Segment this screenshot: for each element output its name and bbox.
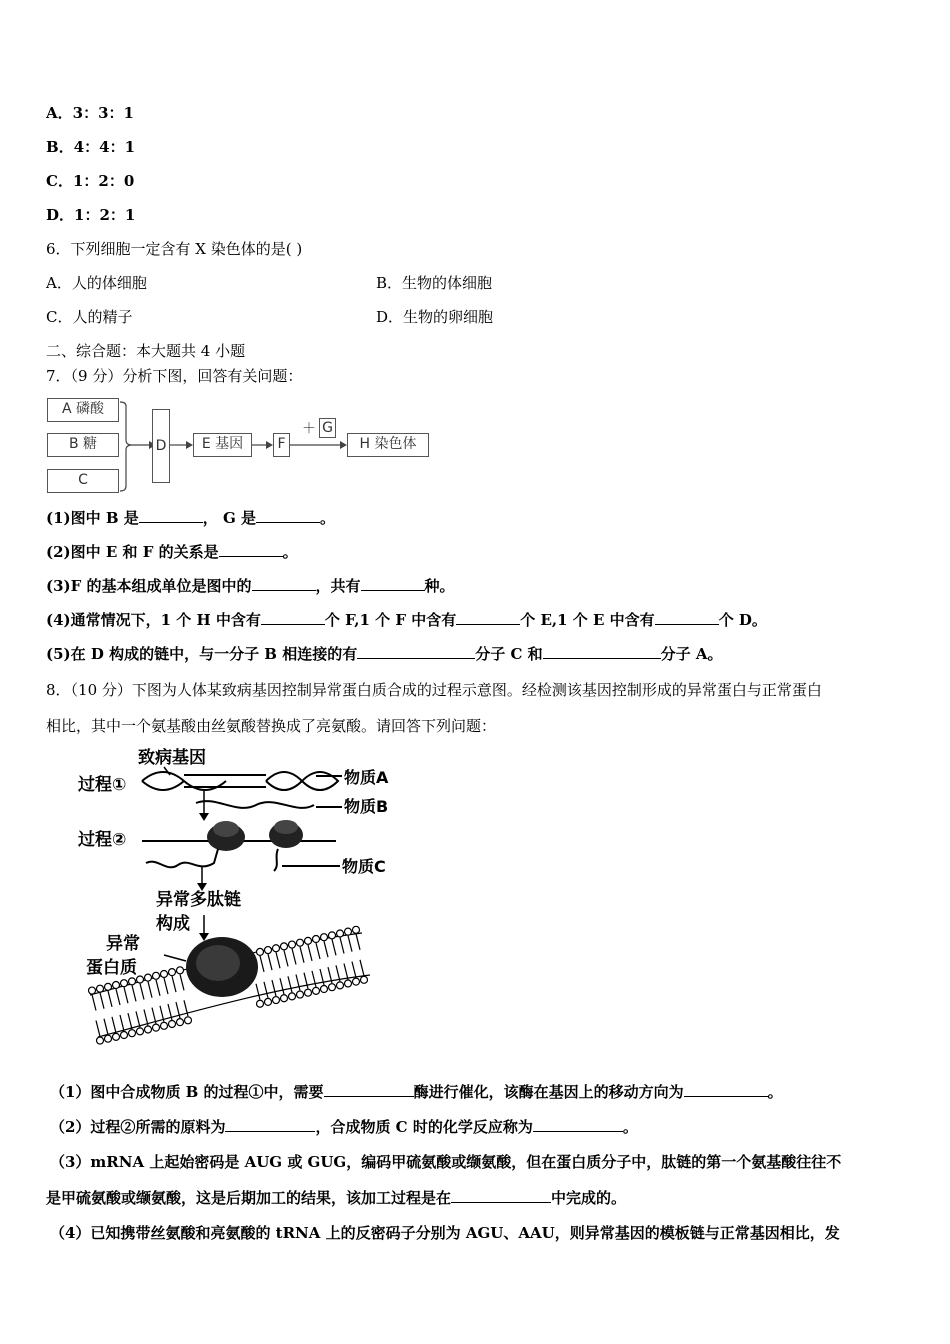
q7-diagram [46, 396, 436, 498]
lipid-tail [264, 982, 268, 998]
lipid-tail [156, 980, 160, 996]
lipid-head-icon [321, 986, 328, 993]
substance-b-label: 物质B [344, 797, 389, 816]
q7-sub5: (5)在 D 构成的链中，与一分子 B 相连接的有 分子 C 和 分子 A。 [46, 645, 723, 663]
lipid-head-icon [265, 998, 272, 1005]
substance-c-label: 物质C [342, 857, 386, 876]
q6-option-b: B．生物的体细胞 [376, 274, 493, 292]
lipid-tail [336, 965, 340, 981]
lipid-head-icon [145, 1026, 152, 1033]
q8-sub2: （2）过程②所需的原料为 ，合成物质 C 时的化学反应称为 。 [50, 1118, 638, 1136]
lipid-head-icon [137, 1028, 144, 1035]
q8-sub3-line1: （3）mRNA 上起始密码是 AUG 或 GUG，编码甲硫氨酸或缬氨酸，但在蛋白质分子中，肽链的第一个氨基酸往往不 [50, 1153, 842, 1171]
lipid-head-icon [345, 928, 352, 935]
lipid-head-icon [121, 1032, 128, 1039]
lipid-tail [172, 976, 176, 992]
lipid-tail [300, 947, 304, 963]
node-b-sugar: B 糖 [47, 433, 119, 457]
lipid-tail [316, 943, 320, 959]
lipid-head-icon [297, 991, 304, 998]
lipid-tail [352, 962, 356, 978]
gene-label: 致病基因 [138, 748, 206, 768]
lipid-tail [360, 960, 364, 976]
q8-sub3-line2: 是甲硫氨酸或缬氨酸，这是后期加工的结果，该加工过程是在 中完成的。 [46, 1189, 627, 1207]
option-d: D．1：2：1 [46, 206, 136, 224]
lipid-tail [272, 980, 276, 996]
plus-sign: ＋ [302, 421, 316, 437]
lipid-tail [164, 978, 168, 994]
lipid-head-icon [121, 980, 128, 987]
lipid-head-icon [113, 1033, 120, 1040]
lipid-head-icon [105, 1035, 112, 1042]
lipid-head-icon [89, 987, 96, 994]
q7-sub4: (4)通常情况下，1 个 H 中含有 个 F,1 个 F 中含有 个 E,1 个 E 中含有 个 D。 [46, 611, 767, 629]
lipid-head-icon [297, 939, 304, 946]
substance-a-label: 物质A [344, 768, 389, 787]
lipid-head-icon [177, 967, 184, 974]
node-c: C [47, 469, 119, 493]
abnormal-label: 异常 [106, 934, 140, 954]
lipid-tail [268, 954, 272, 970]
lipid-head-icon [113, 982, 120, 989]
lipid-head-icon [305, 989, 312, 996]
node-g: G [319, 418, 336, 438]
lipid-tail [356, 934, 360, 950]
lipid-tail [92, 995, 96, 1011]
lipid-head-icon [105, 983, 112, 990]
lipid-head-icon [281, 943, 288, 950]
q7-sub1: (1)图中 B 是 ， G 是 。 [46, 509, 336, 527]
lipid-head-icon [337, 930, 344, 937]
lipid-tail [116, 989, 120, 1005]
node-d: D [152, 409, 170, 483]
lipid-tail [276, 952, 280, 968]
lipid-head-icon [265, 947, 272, 954]
node-e-gene: E 基因 [193, 433, 252, 457]
option-c: C．1：2：0 [46, 172, 135, 190]
q7-sub2: (2)图中 E 和 F 的关系是 。 [46, 543, 298, 561]
lipid-head-icon [129, 1030, 136, 1037]
lipid-head-icon [145, 974, 152, 981]
lipid-tail [280, 978, 284, 994]
option-a: A．3：3：1 [46, 104, 134, 122]
lipid-head-icon [169, 1020, 176, 1027]
lipid-tail [124, 987, 128, 1003]
lipid-head-icon [289, 993, 296, 1000]
lipid-head-icon [153, 972, 160, 979]
q6-option-c: C．人的精子 [46, 308, 133, 326]
node-h-chromosome: H 染色体 [347, 433, 429, 457]
lipid-head-icon [321, 934, 328, 941]
form-label: 构成 [156, 914, 190, 934]
lipid-tail [96, 1021, 100, 1037]
lipid-head-icon [361, 976, 368, 983]
q8-stem-line1: 8．（10 分）下图为人体某致病基因控制异常蛋白质合成的过程示意图。经检测该基因控制形成的异常蛋白与正常蛋白 [46, 681, 822, 699]
lipid-tail [144, 1010, 148, 1026]
lipid-head-icon [329, 932, 336, 939]
lipid-tail [340, 938, 344, 954]
lipid-head-icon [137, 976, 144, 983]
lipid-tail [308, 945, 312, 961]
node-f: F [273, 433, 290, 457]
lipid-head-icon [97, 985, 104, 992]
q7-sub3: (3)F 的基本组成单位是图中的 ，共有 种。 [46, 577, 455, 595]
q6-option-d: D．生物的卵细胞 [376, 308, 494, 326]
lipid-head-icon [289, 941, 296, 948]
lipid-head-icon [329, 984, 336, 991]
lipid-head-icon [161, 1022, 168, 1029]
lipid-tail [112, 1017, 116, 1033]
q8-stem-line2: 相比，其中一个氨基酸由丝氨酸替换成了亮氨酸。请回答下列问题： [46, 717, 497, 735]
lipid-tail [132, 985, 136, 1001]
lipid-tail [256, 984, 260, 1000]
lipid-tail [348, 936, 352, 952]
lipid-head-icon [161, 970, 168, 977]
lipid-tail [152, 1008, 156, 1024]
lipid-head-icon [337, 982, 344, 989]
lipid-head-icon [345, 980, 352, 987]
lipid-head-icon [281, 995, 288, 1002]
lipid-head-icon [313, 936, 320, 943]
lipid-tail [128, 1013, 132, 1029]
lipid-tail [344, 964, 348, 980]
lipid-tail [304, 973, 308, 989]
polypeptide-label: 异常多肽链 [156, 890, 241, 910]
lipid-head-icon [313, 987, 320, 994]
node-a-phosphate: A 磷酸 [47, 398, 119, 422]
lipid-tail [120, 1015, 124, 1031]
lipid-tail [140, 984, 144, 1000]
lipid-head-icon [353, 926, 360, 933]
lipid-tail [296, 975, 300, 991]
q8-sub4: （4）已知携带丝氨酸和亮氨酸的 tRNA 上的反密码子分别为 AGU、AAU，则异常基因的模板链与正常基因相比，发 [50, 1224, 840, 1242]
lipid-tail [332, 939, 336, 955]
lipid-tail [108, 991, 112, 1007]
protein-label: 蛋白质 [86, 958, 137, 978]
lipid-head-icon [353, 978, 360, 985]
lipid-tail [104, 1019, 108, 1035]
lipid-tail [136, 1011, 140, 1027]
lipid-head-icon [177, 1019, 184, 1026]
lipid-tail [292, 949, 296, 965]
lipid-head-icon [305, 937, 312, 944]
q6-stem: 6．下列细胞一定含有 X 染色体的是( ) [46, 240, 303, 258]
lipid-tail [288, 976, 292, 992]
lipid-head-icon [129, 978, 136, 985]
lipid-tail [180, 974, 184, 990]
section-heading: 二、综合题：本大题共 4 小题 [46, 342, 246, 360]
process2-label: 过程② [78, 830, 127, 850]
q7-stem: 7．（9 分）分析下图，回答有关问题： [46, 367, 303, 385]
lipid-tail [260, 956, 264, 972]
lipid-head-icon [185, 1017, 192, 1024]
lipid-head-icon [273, 945, 280, 952]
lipid-head-icon [169, 969, 176, 976]
lipid-tail [100, 993, 104, 1009]
q8-diagram [46, 745, 402, 1055]
lipid-tail [284, 950, 288, 966]
lipid-head-icon [257, 1000, 264, 1007]
q8-sub1: （1）图中合成物质 B 的过程①中，需要 酶进行催化，该酶在基因上的移动方向为 。 [50, 1083, 783, 1101]
lipid-head-icon [97, 1037, 104, 1044]
lipid-head-icon [153, 1024, 160, 1031]
lipid-head-icon [257, 948, 264, 955]
lipid-tail [148, 982, 152, 998]
option-b: B．4：4：1 [46, 138, 136, 156]
lipid-head-icon [273, 997, 280, 1004]
lipid-tail [324, 941, 328, 957]
process1-label: 过程① [78, 775, 127, 795]
q6-option-a: A．人的体细胞 [46, 274, 147, 292]
gene-expression-diagram [46, 745, 402, 1055]
